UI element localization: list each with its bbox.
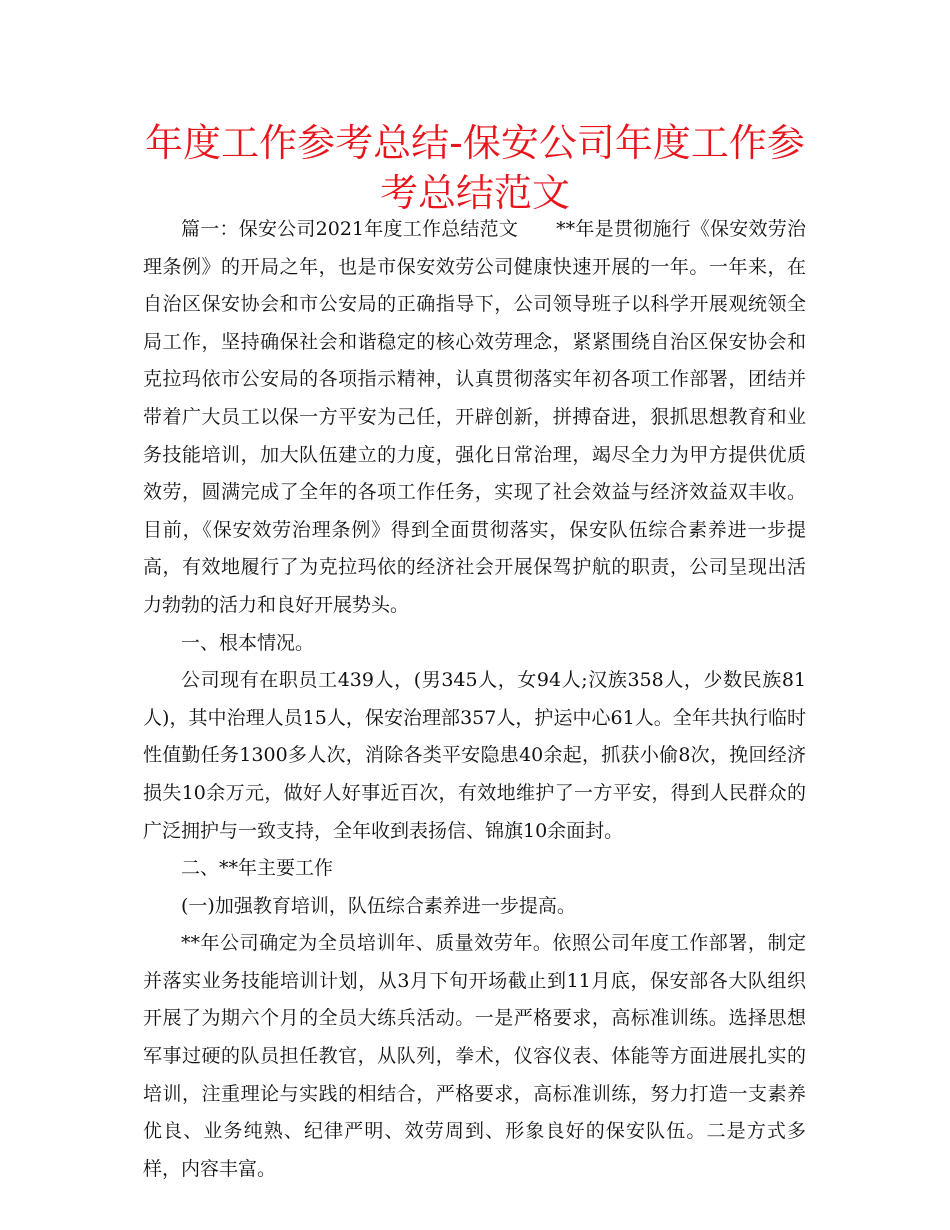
intro-heading: 篇一：保安公司2021年度工作总结范文 bbox=[181, 218, 519, 240]
document-body bbox=[143, 211, 806, 1188]
section-heading-basic: 一、根本情况。 bbox=[181, 631, 315, 654]
document-title: 年度工作参考总结-保安公司年度工作参考总结范文 bbox=[145, 121, 805, 215]
section-heading-main-work: 二、**年主要工作 bbox=[181, 857, 334, 880]
subsection-heading-training: (一)加强教育培训，队伍综合素养进一步提高。 bbox=[181, 894, 576, 917]
paragraph-training: **年公司确定为全员培训年、质量效劳年。依照公司年度工作部署，制定并落实业务技能培训计划，从3月下旬开场截止到11月底，保安部各大队组织开展了为期六个月的全员大练兵活动。一是严格要求，高标准训练。选择思想军事过硬的队员担任教官，从队列，拳术，仪容仪表、体能等方面进展扎实的培训，注重理论与实践的相结合，严格要求，高标准训练，努力打造一支素养优良、业务纯熟、纪律严明、效劳周到、形象良好的保安队伍。二是方式多样，内容丰富。 bbox=[143, 932, 806, 1180]
paragraph-basic-situation: 公司现有在职员工439人，(男345人，女94人;汉族358人，少数民族81人)，其中治理人员15人，保安治理部357人，护运中心61人。全年共执行临时性值勤任务1300多人次，消除各类平安隐患40余起，抓获小偷8次，挽回经济损失10余万元，做好人好事近百次，有效地维护了一方平安，得到人民群众的广泛拥护与一致支持，全年收到表扬信、锦旗10余面封。 bbox=[143, 669, 806, 842]
intro-paragraph bbox=[143, 211, 806, 625]
paragraph-text: **年是贯彻施行《保安效劳治理条例》的开局之年，也是市保安效劳公司健康快速开展的一年。一年来，在自治区保安协会和市公安局的正确指导下，公司领导班子以科学开展观统领全局工作，坚持确保社会和谐稳定的核心效劳理念，紧紧围绕自治区保安协会和克拉玛依市公安局的各项指示精神，认真贯彻落实年初各项工作部署，团结并带着广大员工以保一方平安为己任，开辟创新，拼搏奋进，狠抓思想教育和业务技能培训，加大队伍建立的力度，强化日常治理，竭尽全力为甲方提供优质效劳，圆满完成了全年的各项工作任务，实现了社会效益与经济效益双丰收。目前，《保安效劳治理条例》得到全面贯彻落实，保安队伍综合素养进一步提高，有效地履行了为克拉玛依的经济社会开展保驾护航的职责，公司呈现出活力勃勃的活力和良好开展势头。 bbox=[143, 218, 806, 616]
